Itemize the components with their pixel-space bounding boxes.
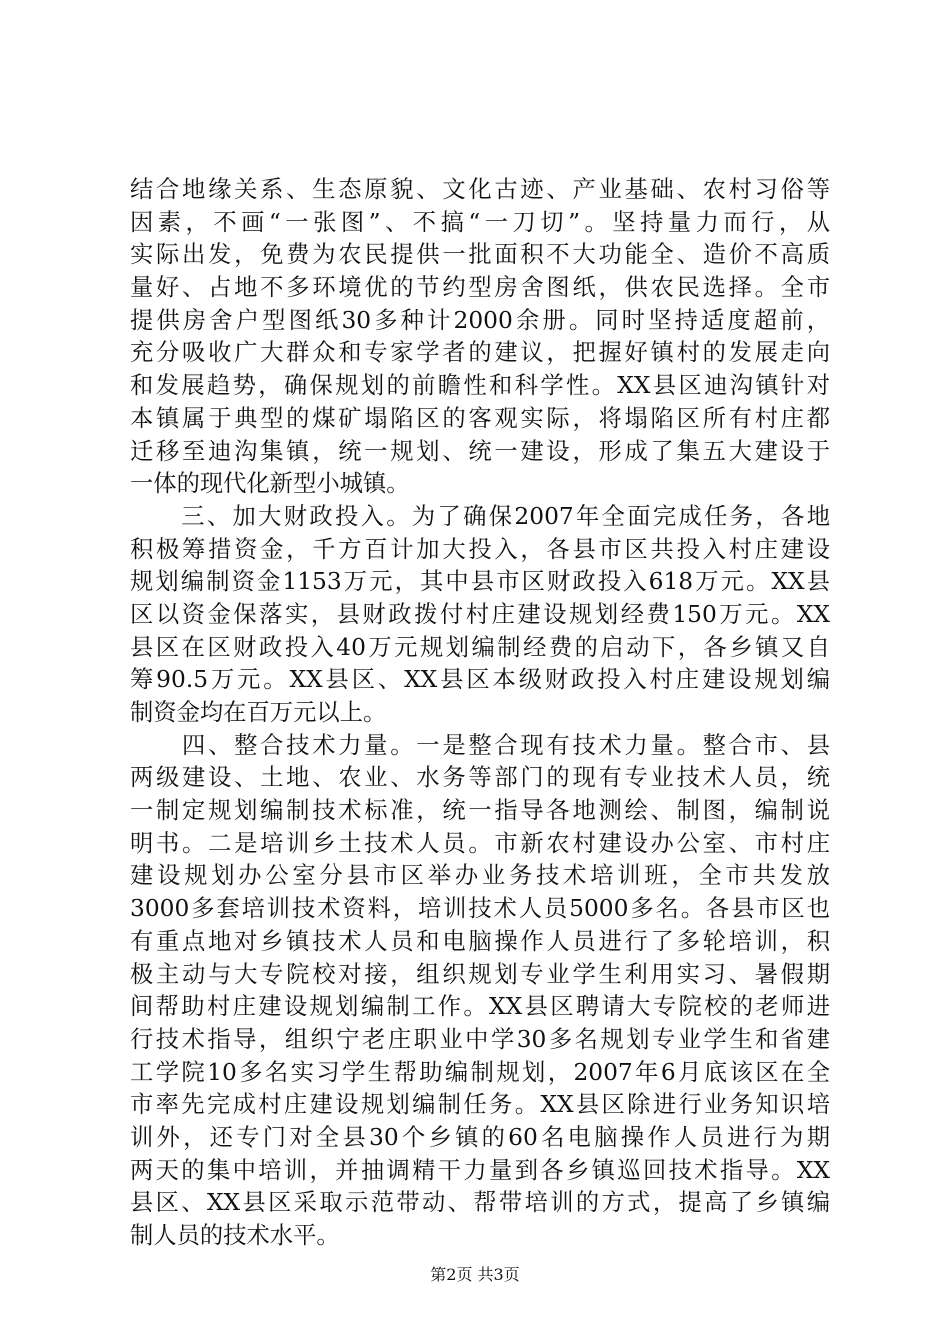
text-line: 间帮助村庄建设规划编制工作。XX县区聘请大专院校的老师进 [130, 993, 830, 1021]
text-line: 极主动与大专院校对接，组织规划专业学生利用实习、暑假期 [130, 960, 830, 988]
text-line: 区以资金保落实，县财政拨付村庄建设规划经费150万元。XX [130, 600, 830, 628]
body-text [130, 174, 830, 1253]
text-line: 因素，不画“一张图”、不搞“一刀切”。坚持量力而行，从 [130, 208, 830, 236]
text-line: 结合地缘关系、生态原貌、文化古迹、产业基础、农村习俗等 [130, 176, 830, 203]
text-line: 筹90.5万元。XX县区、XX县区本级财政投入村庄建设规划编 [130, 666, 830, 694]
text-line: 实际出发，免费为农民提供一批面积不大功能全、造价不高质 [130, 241, 830, 269]
text-line: 本镇属于典型的煤矿塌陷区的客观实际，将塌陷区所有村庄都 [130, 404, 830, 432]
text-line: 充分吸收广大群众和专家学者的建议，把握好镇村的发展走向 [130, 339, 830, 367]
text-line: 3000多套培训技术资料，培训技术人员5000多名。各县市区也 [130, 895, 830, 923]
text-line: 工学院10多名实习学生帮助编制规划，2007年6月底该区在全 [130, 1058, 830, 1086]
text-line: 四、整合技术力量。一是整合现有技术力量。整合市、县 [130, 731, 830, 759]
text-line: 提供房舍户型图纸30多种计2000余册。同时坚持适度超前， [130, 306, 830, 334]
text-line: 有重点地对乡镇技术人员和电脑操作人员进行了多轮培训，积 [130, 927, 830, 955]
text-line: 量好、占地不多环境优的节约型房舍图纸，供农民选择。全市 [130, 274, 830, 302]
text-line: 积极筹措资金，千方百计加大投入，各县市区共投入村庄建设 [130, 535, 830, 563]
text-line: 三、加大财政投入。为了确保2007年全面完成任务，各地 [130, 502, 830, 530]
text-line: 训外，还专门对全县30个乡镇的60名电脑操作人员进行为期 [130, 1123, 830, 1151]
text-line: 行技术指导，组织宁老庄职业中学30多名规划专业学生和省建 [130, 1025, 830, 1053]
text-line: 两级建设、土地、农业、水务等部门的现有专业技术人员，统 [130, 764, 830, 792]
text-line: 制资金均在百万元以上。 [130, 699, 387, 726]
text-line: 建设规划办公室分县市区举办业务技术培训班，全市共发放 [130, 862, 830, 890]
text-line: 两天的集中培训，并抽调精干力量到各乡镇巡回技术指导。XX [130, 1156, 830, 1184]
text-line: 和发展趋势，确保规划的前瞻性和科学性。XX县区迪沟镇针对 [130, 372, 830, 400]
text-line: 县区、XX县区采取示范带动、帮带培训的方式，提高了乡镇编 [130, 1189, 830, 1217]
text-line: 市率先完成村庄建设规划编制任务。XX县区除进行业务知识培 [130, 1091, 830, 1119]
text-line: 一制定规划编制技术标准，统一指导各地测绘、制图，编制说 [130, 797, 830, 825]
text-line: 明书。二是培训乡土技术人员。市新农村建设办公室、市村庄 [130, 829, 830, 857]
text-line: 县区在区财政投入40万元规划编制经费的启动下，各乡镇又自 [130, 633, 830, 661]
text-line: 规划编制资金1153万元，其中县市区财政投入618万元。XX县 [130, 568, 830, 596]
page-footer: 第2页 共3页 [430, 1265, 520, 1284]
text-line: 一体的现代化新型小城镇。 [130, 470, 410, 498]
text-line: 迁移至迪沟集镇，统一规划、统一建设，形成了集五大建设于 [130, 437, 830, 465]
text-line: 制人员的技术水平。 [130, 1222, 340, 1249]
